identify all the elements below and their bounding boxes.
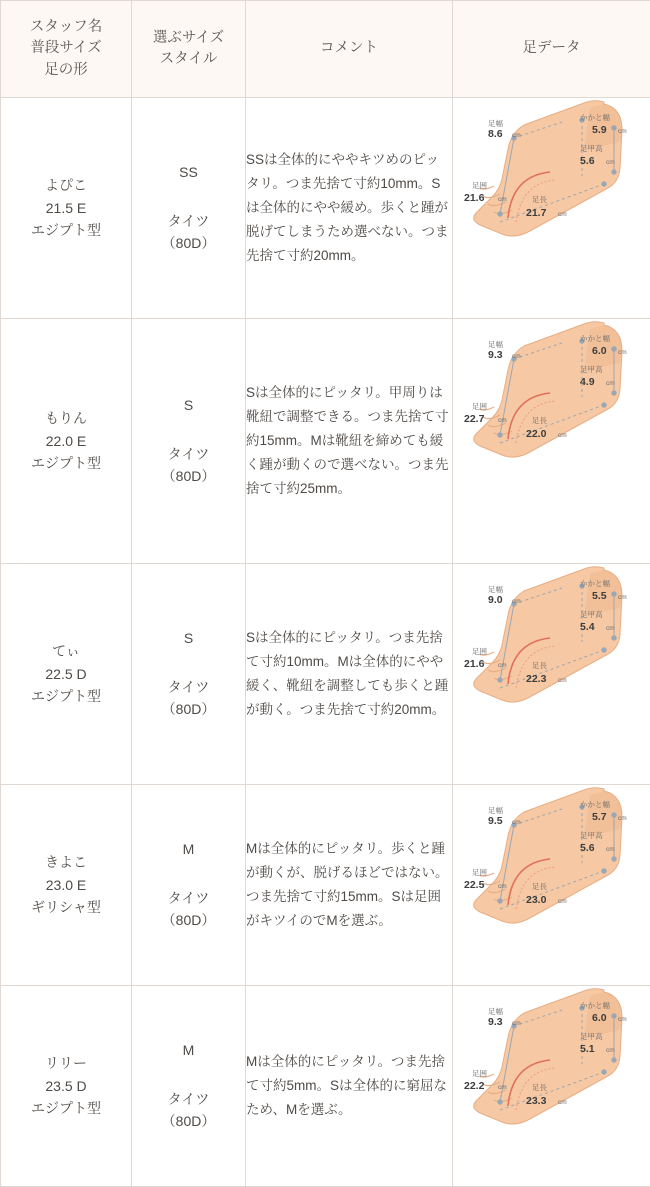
svg-text:cm: cm (558, 677, 567, 684)
foot-measurement-diagram (454, 986, 650, 1136)
table-row (1, 319, 650, 564)
svg-text:足囲: 足囲 (472, 868, 487, 877)
column-header-size: 選ぶサイズ スタイル (132, 1, 246, 98)
svg-text:4.9: 4.9 (580, 376, 595, 388)
selected-size: S (132, 627, 245, 649)
svg-text:5.7: 5.7 (592, 811, 607, 823)
svg-text:6.0: 6.0 (592, 345, 607, 357)
foot-diagram-wrap (454, 319, 650, 563)
svg-text:cm: cm (558, 432, 567, 439)
svg-text:9.3: 9.3 (488, 349, 503, 361)
svg-text:cm: cm (618, 815, 627, 822)
column-header-staff: スタッフ名 普段サイズ 足の形 (1, 1, 132, 98)
svg-text:cm: cm (558, 898, 567, 905)
style-line: （80D） (132, 698, 245, 720)
svg-text:9.5: 9.5 (488, 815, 503, 827)
svg-text:足甲高: 足甲高 (580, 830, 603, 840)
svg-text:かかと幅: かかと幅 (580, 799, 610, 809)
foot-measurement-diagram (454, 785, 650, 935)
staff-line: 23.0 E (1, 874, 131, 896)
style-line: タイツ (132, 1088, 245, 1110)
svg-text:足長: 足長 (532, 882, 547, 891)
style-line: タイツ (132, 676, 245, 698)
svg-text:足幅: 足幅 (488, 805, 503, 815)
staff-line: エジプト型 (1, 219, 131, 241)
svg-text:足甲高: 足甲高 (580, 1031, 603, 1041)
foot-measurement-diagram (454, 564, 650, 714)
staff-line: てぃ (1, 640, 131, 662)
staff-line: 23.5 D (1, 1075, 131, 1097)
spacer (132, 184, 245, 210)
svg-text:cm: cm (558, 211, 567, 218)
size-cell (132, 785, 246, 986)
comment-cell: Mは全体的にピッタリ。つま先捨て寸約5mm。Sは全体的に窮屈なため、Mを選ぶ。 (246, 986, 453, 1187)
comment-cell: Sは全体的にピッタリ。甲周りは靴紐で調整できる。つま先捨て寸約15mm。Mは靴紐を締めても緩く踵が動くので選べない。つま先捨て寸約25mm。 (246, 319, 453, 564)
svg-text:9.0: 9.0 (488, 594, 503, 606)
comment-cell: Mは全体的にピッタリ。歩くと踵が動くが、脱げるほどではない。つま先捨て寸約15mm。Sは足囲がキツイのでMを選ぶ。 (246, 785, 453, 986)
spacer (132, 861, 245, 887)
svg-text:cm: cm (498, 1084, 507, 1091)
selected-size: S (132, 394, 245, 416)
svg-text:cm: cm (498, 417, 507, 424)
foot-data-cell (453, 98, 650, 319)
svg-text:cm: cm (512, 353, 521, 360)
comment-cell: Sは全体的にピッタリ。つま先捨て寸約10mm。Mは全体的にやや緩く、靴紐を調整しても歩くと踵が動く。つま先捨て寸約20mm。 (246, 564, 453, 785)
svg-text:足幅: 足幅 (488, 339, 503, 349)
table-row (1, 564, 650, 785)
staff-line: 22.5 D (1, 663, 131, 685)
svg-text:21.6: 21.6 (464, 658, 485, 670)
svg-text:6.0: 6.0 (592, 1012, 607, 1024)
staff-line: エジプト型 (1, 452, 131, 474)
staff-line: エジプト型 (1, 685, 131, 707)
staff-line: もりん (1, 407, 131, 429)
spacer (132, 650, 245, 676)
table-row (1, 98, 650, 319)
staff-line: よぴこ (1, 174, 131, 196)
svg-text:足幅: 足幅 (488, 1006, 503, 1016)
spacer (132, 417, 245, 443)
svg-text:22.0: 22.0 (526, 428, 547, 440)
foot-diagram-wrap (454, 564, 650, 784)
staff-info-cell (1, 98, 132, 319)
selected-size: SS (132, 161, 245, 183)
svg-text:5.6: 5.6 (580, 155, 595, 167)
foot-data-cell (453, 564, 650, 785)
selected-size: M (132, 1039, 245, 1061)
svg-text:21.6: 21.6 (464, 192, 485, 204)
size-cell (132, 98, 246, 319)
svg-text:かかと幅: かかと幅 (580, 333, 610, 343)
staff-info-cell (1, 785, 132, 986)
svg-text:足囲: 足囲 (472, 647, 487, 656)
foot-diagram-wrap (454, 785, 650, 985)
svg-text:cm: cm (606, 159, 615, 166)
svg-text:足長: 足長 (532, 416, 547, 425)
svg-text:22.2: 22.2 (464, 1080, 485, 1092)
svg-text:5.4: 5.4 (580, 621, 595, 633)
style-line: （80D） (132, 232, 245, 254)
table-header (1, 1, 650, 98)
svg-text:足幅: 足幅 (488, 584, 503, 594)
comment-cell: SSは全体的にややキツめのピッタリ。つま先捨て寸約10mm。Sは全体的にやや緩め。歩くと踵が脱げてしまうため選べない。つま先捨て寸約20mm。 (246, 98, 453, 319)
staff-line: エジプト型 (1, 1097, 131, 1119)
svg-text:cm: cm (558, 1099, 567, 1106)
svg-text:cm: cm (512, 819, 521, 826)
svg-text:足長: 足長 (532, 195, 547, 204)
svg-text:cm: cm (498, 196, 507, 203)
svg-text:9.3: 9.3 (488, 1016, 503, 1028)
table-row (1, 785, 650, 986)
staff-line: 21.5 E (1, 197, 131, 219)
table-body (1, 98, 650, 1187)
svg-text:5.6: 5.6 (580, 842, 595, 854)
staff-line: きよこ (1, 851, 131, 873)
svg-text:足甲高: 足甲高 (580, 364, 603, 374)
svg-text:8.6: 8.6 (488, 128, 503, 140)
svg-text:5.1: 5.1 (580, 1043, 595, 1055)
spacer (132, 1062, 245, 1088)
svg-text:cm: cm (606, 846, 615, 853)
svg-text:cm: cm (498, 662, 507, 669)
svg-text:足甲高: 足甲高 (580, 143, 603, 153)
svg-text:足長: 足長 (532, 661, 547, 670)
svg-text:23.3: 23.3 (526, 1095, 547, 1107)
svg-text:cm: cm (618, 349, 627, 356)
svg-text:かかと幅: かかと幅 (580, 112, 610, 122)
svg-text:21.7: 21.7 (526, 207, 547, 219)
svg-text:cm: cm (512, 1020, 521, 1027)
foot-data-cell (453, 785, 650, 986)
staff-line: リリー (1, 1052, 131, 1074)
svg-text:cm: cm (512, 132, 521, 139)
svg-text:22.5: 22.5 (464, 879, 485, 891)
foot-data-cell (453, 986, 650, 1187)
foot-diagram-wrap (454, 986, 650, 1186)
staff-line: ギリシャ型 (1, 896, 131, 918)
style-line: タイツ (132, 887, 245, 909)
svg-text:cm: cm (606, 1047, 615, 1054)
column-header-comment: コメント (246, 1, 453, 98)
svg-text:cm: cm (618, 594, 627, 601)
header-row (1, 1, 650, 98)
svg-text:5.5: 5.5 (592, 590, 607, 602)
foot-data-cell (453, 319, 650, 564)
svg-text:cm: cm (498, 883, 507, 890)
size-cell (132, 986, 246, 1187)
svg-text:足幅: 足幅 (488, 118, 503, 128)
selected-size: M (132, 838, 245, 860)
style-line: （80D） (132, 909, 245, 931)
svg-text:足長: 足長 (532, 1083, 547, 1092)
staff-info-cell (1, 564, 132, 785)
style-line: タイツ (132, 210, 245, 232)
style-line: （80D） (132, 1110, 245, 1132)
foot-diagram-wrap (454, 98, 650, 318)
svg-text:かかと幅: かかと幅 (580, 1000, 610, 1010)
svg-text:かかと幅: かかと幅 (580, 578, 610, 588)
svg-text:足囲: 足囲 (472, 402, 487, 411)
staff-info-cell (1, 986, 132, 1187)
svg-text:cm: cm (512, 598, 521, 605)
style-line: タイツ (132, 443, 245, 465)
svg-text:cm: cm (618, 1016, 627, 1023)
column-header-footdata: 足データ (453, 1, 650, 98)
style-line: （80D） (132, 465, 245, 487)
size-cell (132, 564, 246, 785)
staff-line: 22.0 E (1, 430, 131, 452)
svg-text:足囲: 足囲 (472, 1069, 487, 1078)
svg-text:22.7: 22.7 (464, 413, 485, 425)
svg-text:5.9: 5.9 (592, 124, 607, 136)
foot-measurement-diagram (454, 98, 650, 248)
staff-info-cell (1, 319, 132, 564)
svg-text:cm: cm (606, 625, 615, 632)
svg-text:cm: cm (618, 128, 627, 135)
size-cell (132, 319, 246, 564)
svg-text:足甲高: 足甲高 (580, 609, 603, 619)
svg-text:22.3: 22.3 (526, 673, 547, 685)
svg-text:23.0: 23.0 (526, 894, 547, 906)
table-row (1, 986, 650, 1187)
svg-text:足囲: 足囲 (472, 181, 487, 190)
foot-measurement-diagram (454, 319, 650, 469)
svg-text:cm: cm (606, 380, 615, 387)
